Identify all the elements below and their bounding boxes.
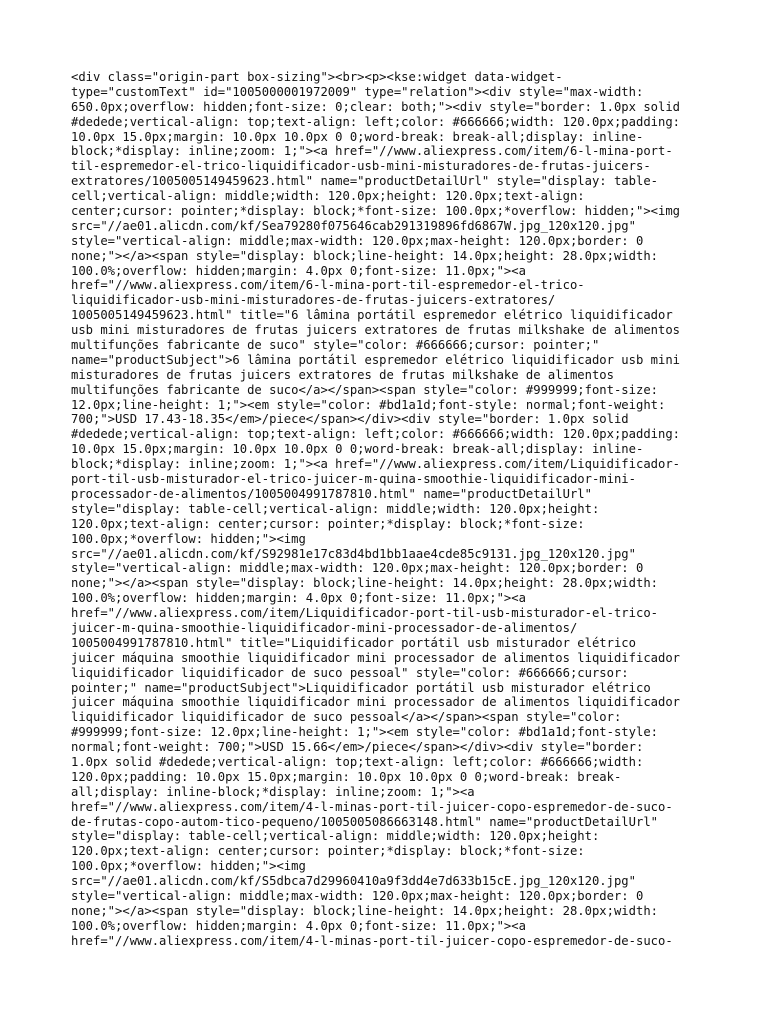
source-line: 650.0px;overflow: hidden;font-size: 0;clear: both;"><div style="border: 1.0px solid xyxy=(71,99,681,114)
source-line: juicer-m-quina-smoothie-liquidificador-mini-processador-de-alimentos/ xyxy=(71,620,578,635)
source-line: cell;vertical-align: middle;width: 120.0px;height: 120.0px;text-align: xyxy=(71,189,585,204)
source-line: 10.0px 15.0px;margin: 10.0px 10.0px 0 0;word-break: break-all;display: inline- xyxy=(71,442,644,457)
source-line: misturadores de frutas juicers extratores de frutas milkshake de alimentos xyxy=(71,367,614,382)
source-line: #999999;font-size: 12.0px;line-height: 1;"><em style="color: #bd1a1d;font-style: xyxy=(71,725,658,740)
source-line: 100.0%;overflow: hidden;margin: 4.0px 0;font-size: 11.0px;"><a xyxy=(71,918,526,933)
source-line: 1005004991787810.html" title="Liquidificador portátil usb misturador elétrico xyxy=(71,635,636,650)
source-line: multifunções fabricante de suco</a></span><span style="color: #999999;font-size: xyxy=(71,382,658,397)
html-source-text xyxy=(71,70,711,949)
source-line: normal;font-weight: 700;">USD 15.66</em>/piece</span></div><div style="border: xyxy=(71,740,644,755)
source-line: juicer máquina smoothie liquidificador mini processador de alimentos liquidificador xyxy=(71,650,681,665)
source-line: processador-de-alimentos/1005004991787810.html" name="productDetailUrl" xyxy=(71,486,592,501)
source-line: name="productSubject">6 lâmina portátil espremedor elétrico liquidificador usb mini xyxy=(71,352,681,367)
source-line: 120.0px;padding: 10.0px 15.0px;margin: 10.0px 10.0px 0 0;word-break: break- xyxy=(71,769,622,784)
source-line: port-til-usb-misturador-el-trico-juicer-m-quina-smoothie-liquidificador-mini- xyxy=(71,472,636,487)
source-line: style="vertical-align: middle;max-width: 120.0px;max-height: 120.0px;border: 0 xyxy=(71,888,644,903)
source-line: href="//www.aliexpress.com/item/4-l-minas-port-til-juicer-copo-espremedor-de-suco- xyxy=(71,933,673,948)
source-line: #dedede;vertical-align: top;text-align: left;color: #666666;width: 120.0px;padding: xyxy=(71,114,681,129)
source-line: type="customText" id="1005000001972009" type="relation"><div style="max-width: xyxy=(71,84,644,99)
source-line: src="//ae01.alicdn.com/kf/S92981e17c83d4bd1bb1aae4cde85c9131.jpg_120x120.jpg" xyxy=(71,546,636,561)
source-line: usb mini misturadores de frutas juicers extratores de frutas milkshake de alimentos xyxy=(71,323,681,338)
source-line: href="//www.aliexpress.com/item/4-l-minas-port-til-juicer-copo-espremedor-de-suco- xyxy=(71,799,673,814)
source-line: style="vertical-align: middle;max-width: 120.0px;max-height: 120.0px;border: 0 xyxy=(71,561,644,576)
source-line: src="//ae01.alicdn.com/kf/S5dbca7d29960410a9f3dd4e7d633b15cE.jpg_120x120.jpg" xyxy=(71,874,636,889)
source-line: src="//ae01.alicdn.com/kf/Sea79280f075646cab291319896fd6867W.jpg_120x120.jpg" xyxy=(71,218,636,233)
source-line: liquidificador liquidificador de suco pessoal</a></span><span style="color: xyxy=(71,710,622,725)
source-line: <div class="origin-part box-sizing"><br><p><kse:widget data-widget- xyxy=(71,70,563,84)
source-line: style="display: table-cell;vertical-align: middle;width: 120.0px;height: xyxy=(71,829,600,844)
source-line: 1005005149459623.html" title="6 lâmina portátil espremedor elétrico liquidificador xyxy=(71,308,673,323)
source-line: extratores/1005005149459623.html" name="productDetailUrl" style="display: table- xyxy=(71,174,658,189)
source-line: none;"></a><span style="display: block;line-height: 14.0px;height: 28.0px;width: xyxy=(71,248,658,263)
source-line: multifunções fabricante de suco" style="color: #666666;cursor: pointer;" xyxy=(71,338,600,353)
source-line: #dedede;vertical-align: top;text-align: left;color: #666666;width: 120.0px;padding: xyxy=(71,427,681,442)
source-line: 700;">USD 17.43-18.35</em>/piece</span></div><div style="border: 1.0px solid xyxy=(71,412,629,427)
source-line: center;cursor: pointer;*display: block;*font-size: 100.0px;*overflow: hidden;"><img xyxy=(71,204,681,219)
source-line: none;"></a><span style="display: block;line-height: 14.0px;height: 28.0px;width: xyxy=(71,903,658,918)
source-line: href="//www.aliexpress.com/item/6-l-mina-port-til-espremedor-el-trico- xyxy=(71,278,585,293)
source-line: liquidificador-usb-mini-misturadores-de-frutas-juicers-extratores/ xyxy=(71,293,556,308)
source-line: style="vertical-align: middle;max-width: 120.0px;max-height: 120.0px;border: 0 xyxy=(71,233,644,248)
source-line: de-frutas-copo-autom-tico-pequeno/1005005086663148.html" name="productDetailUrl" xyxy=(71,814,658,829)
source-line: 100.0px;*overflow: hidden;"><img xyxy=(71,531,306,546)
source-line: block;*display: inline;zoom: 1;"><a href="//www.aliexpress.com/item/6-l-mina-port- xyxy=(71,144,673,159)
source-line: 120.0px;text-align: center;cursor: pointer;*display: block;*font-size: xyxy=(71,844,585,859)
source-line: 120.0px;text-align: center;cursor: pointer;*display: block;*font-size: xyxy=(71,516,585,531)
source-line: href="//www.aliexpress.com/item/Liquidificador-port-til-usb-misturador-el-trico- xyxy=(71,606,658,621)
source-line: style="display: table-cell;vertical-align: middle;width: 120.0px;height: xyxy=(71,501,600,516)
source-line: til-espremedor-el-trico-liquidificador-usb-mini-misturadores-de-frutas-juicers- xyxy=(71,159,651,174)
source-line: 100.0%;overflow: hidden;margin: 4.0px 0;font-size: 11.0px;"><a xyxy=(71,591,526,606)
source-line: juicer máquina smoothie liquidificador mini processador de alimentos liquidificador xyxy=(71,695,681,710)
source-line: 100.0px;*overflow: hidden;"><img xyxy=(71,859,306,874)
source-line: 12.0px;line-height: 1;"><em style="color: #bd1a1d;font-style: normal;font-weight: xyxy=(71,397,666,412)
source-line: block;*display: inline;zoom: 1;"><a href="//www.aliexpress.com/item/Liquidificador- xyxy=(71,457,681,472)
source-line: 100.0%;overflow: hidden;margin: 4.0px 0;font-size: 11.0px;"><a xyxy=(71,263,526,278)
source-line: all;display: inline-block;*display: inline;zoom: 1;"><a xyxy=(71,784,475,799)
source-line: liquidificador liquidificador de suco pessoal" style="color: #666666;cursor: xyxy=(71,665,629,680)
source-line: 10.0px 15.0px;margin: 10.0px 10.0px 0 0;word-break: break-all;display: inline- xyxy=(71,129,644,144)
source-line: pointer;" name="productSubject">Liquidificador portátil usb misturador elétrico xyxy=(71,680,651,695)
source-line: 1.0px solid #dedede;vertical-align: top;text-align: left;color: #666666;width: xyxy=(71,754,644,769)
source-line: none;"></a><span style="display: block;line-height: 14.0px;height: 28.0px;width: xyxy=(71,576,658,591)
